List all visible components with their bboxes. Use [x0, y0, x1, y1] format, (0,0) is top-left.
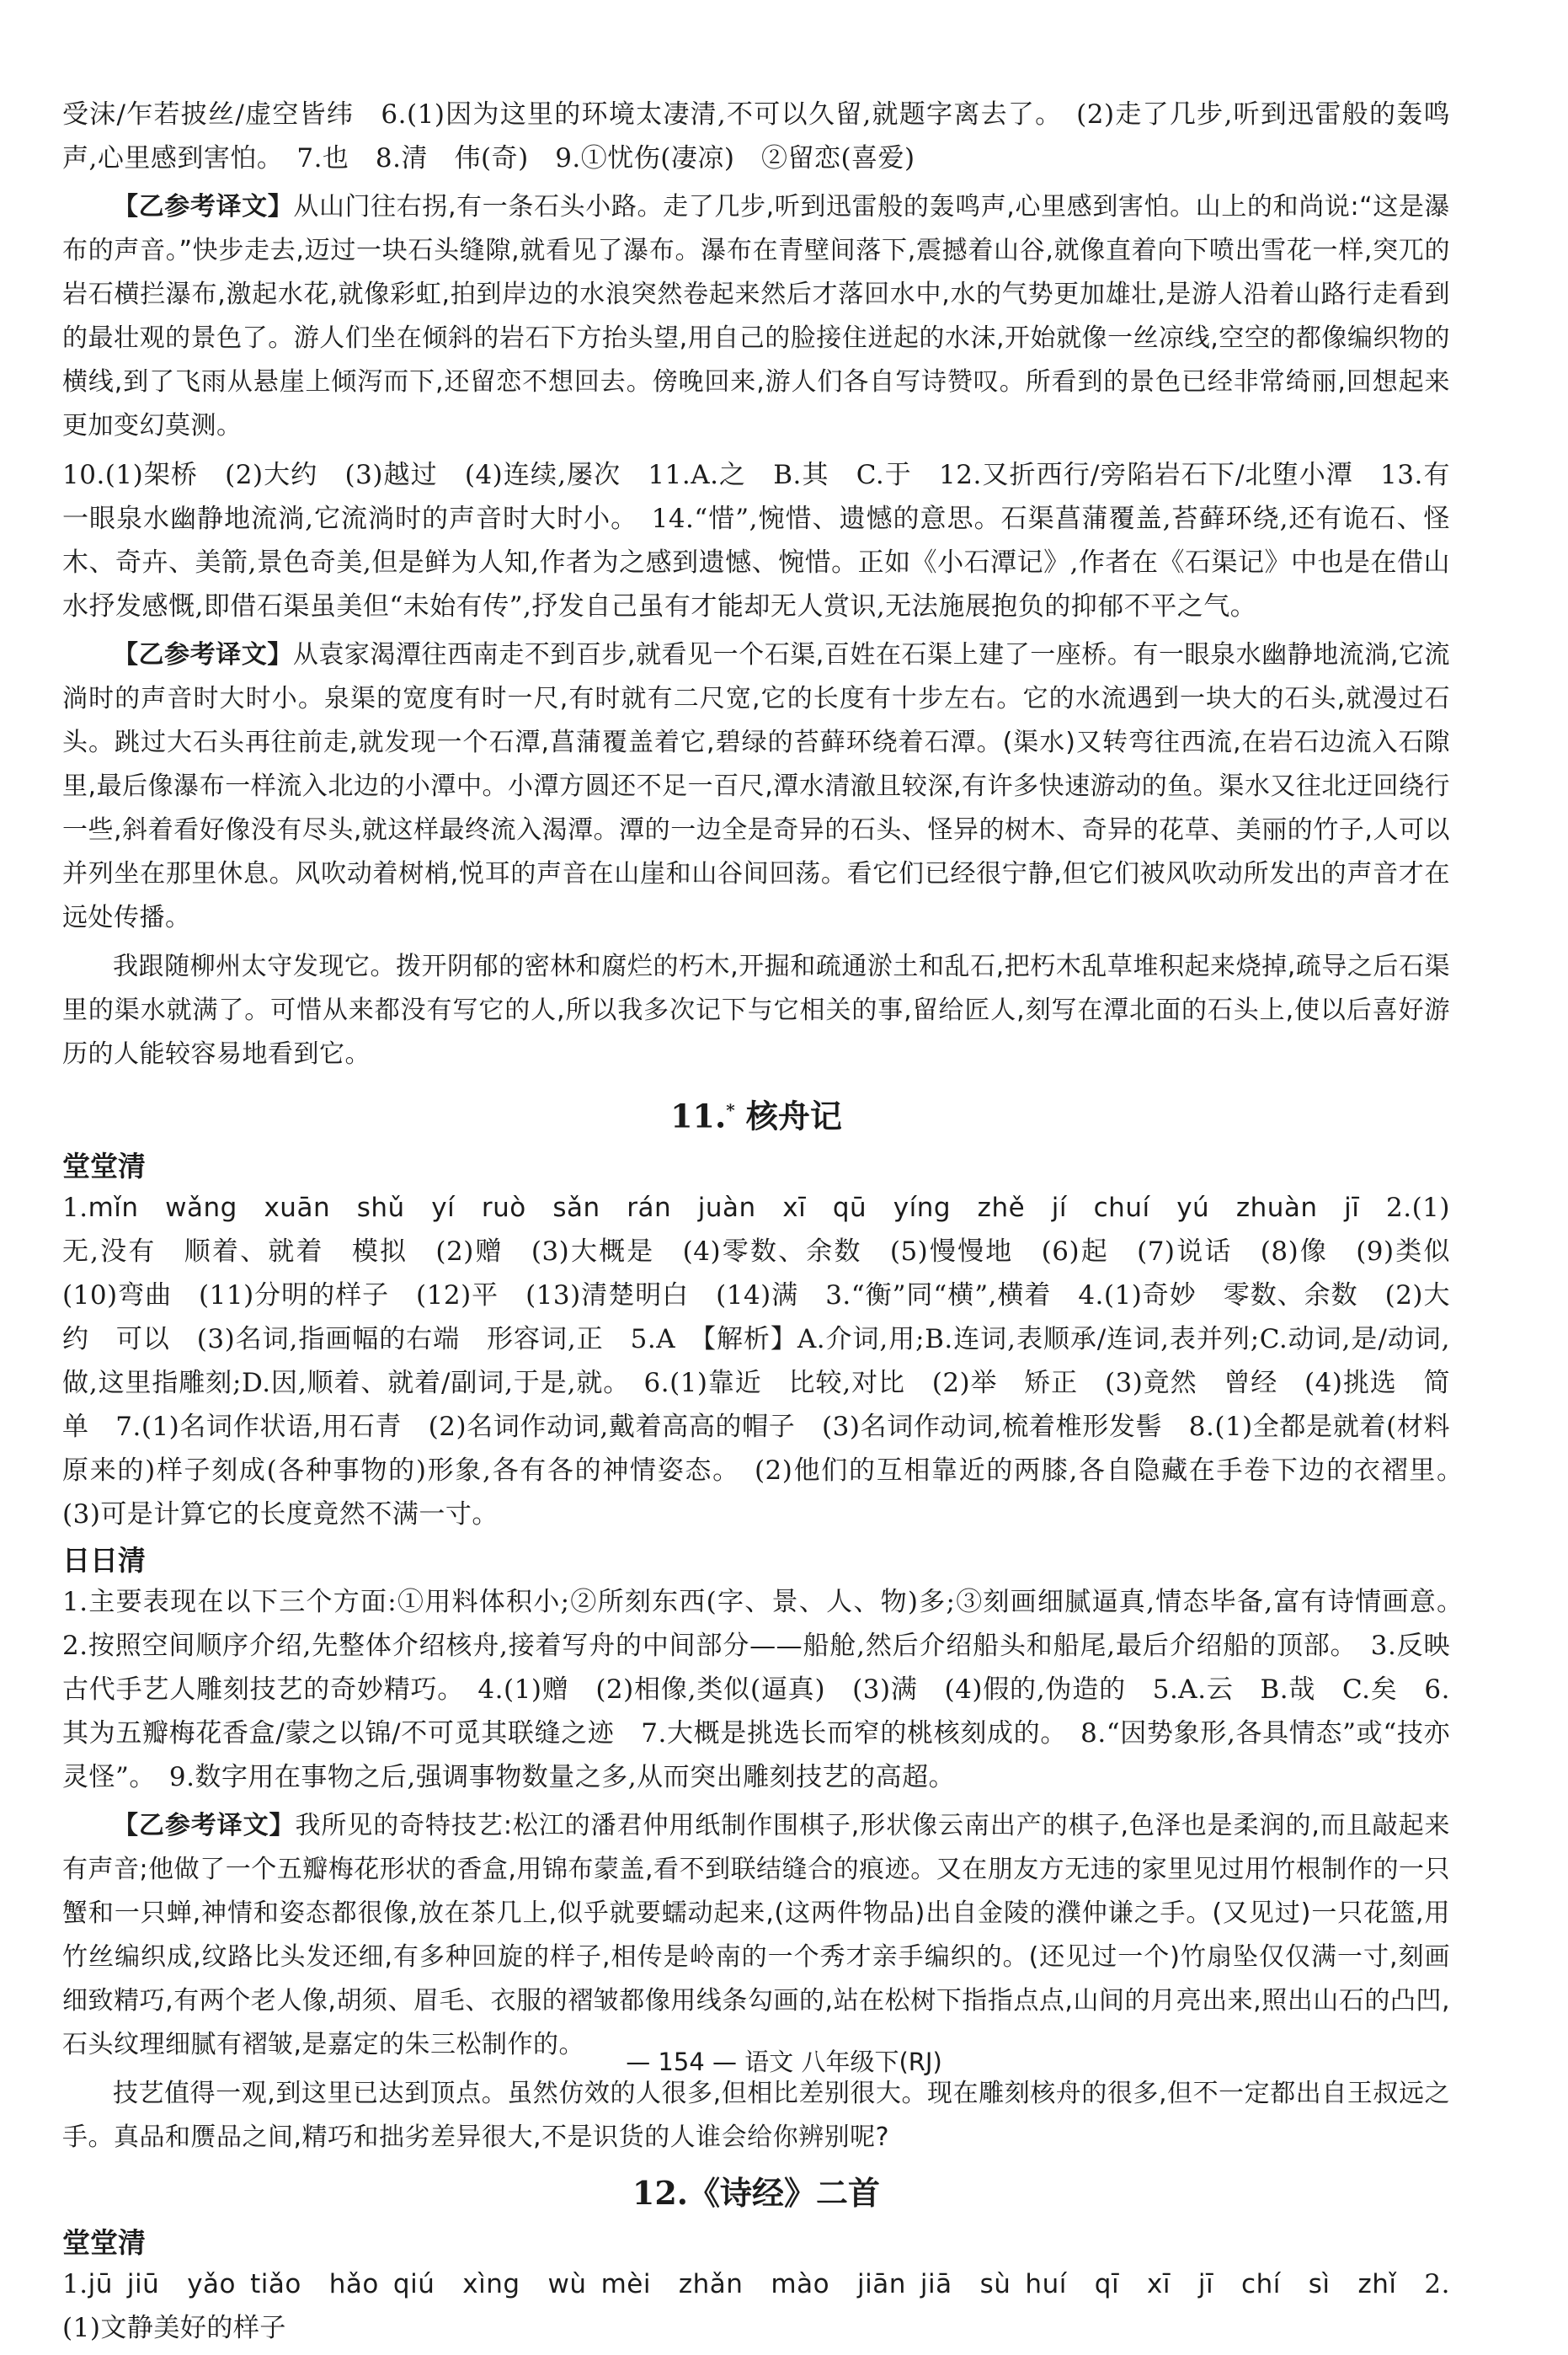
answer-paragraph: 1.主要表现在以下三个方面:①用料体积小;②所刻东西(字、景、人、物)多;③刻画细腻逼真,情态毕备,富有诗情画意。 2.按照空间顺序介绍,先整体介绍核舟,接着写舟的中间部分——船舱,然后介绍船头和船尾,最后介绍船的顶部。 3.反映古代手艺人雕刻技艺的奇妙精巧。 4.(1)赠 (2)相像,类似(逼真) (3)满 (4)假的,伪造的 5.A.云 B.哉 C.矣 6.其为五瓣梅花香盒/蒙之以锦/不可觅其联缝之迹 7.大概是挑选长而窄的桃核刻成的。 8.“因势象形,各具情态”或“技亦灵怪”。 9.数字用在事物之后,强调事物数量之多,从而突出雕刻技艺的高超。 — [62, 1586, 1477, 1792]
lesson-title — [62, 1085, 1450, 1142]
answer-paragraph: 受沫/乍若披丝/虚空皆纬 6.(1)因为这里的环境太凄清,不可以久留,就题字离去了。 (2)走了几步,听到迅雷般的轰鸣声,心里感到害怕。 7.也 8.清 伟(奇) 9.①忧伤(凄凉) ②留恋(喜爱) — [62, 99, 1450, 174]
translation-label: 【乙参考译文】 — [113, 1810, 296, 1840]
elective-star: * — [726, 1100, 735, 1120]
answer-paragraph — [62, 1186, 1477, 1536]
pinyin-answers: jū jiū yǎo tiǎo hǎo qiú xìng wù mèi zhǎn mào jiān jiā sù huí qī xī jī chí sì zhǐ — [88, 2268, 1397, 2299]
translation-paragraph — [62, 633, 1450, 940]
section-heading: 日日清 — [62, 1543, 146, 1577]
footer-grade: 八年级下(RJ) — [801, 2048, 942, 2076]
translation-paragraph: 我跟随柳州太守发现它。拨开阴郁的密林和腐烂的朽木,开掘和疏通淤土和乱石,把朽木乱草堆积起来烧掉,疏导之后石渠里的渠水就满了。可惜从来都没有写它的人,所以我多次记下与它相关的事,留给匠人,刻写在潭北面的石头上,使以后喜好游历的人能较容易地看到它。 — [62, 952, 1450, 1069]
page-number: — 154 — — [626, 2048, 737, 2076]
translation-paragraph: 技艺值得一观,到这里已达到顶点。虽然仿效的人很多,但相比差别很大。现在雕刻核舟的很多,但不一定都出自王叔远之手。真品和赝品之间,精巧和拙劣差异很大,不是识货的人谁会给你辨别呢? — [62, 2078, 1450, 2152]
lesson-number: 11. — [670, 1097, 727, 1135]
question-number: 1. — [62, 2268, 88, 2299]
translation-text: 从袁家渴潭往西南走不到百步,就看见一个石渠,百姓在石渠上建了一座桥。有一眼泉水幽静地流淌,它流淌时的声音时大时小。泉渠的宽度有时一尺,有时就有二尺宽,它的长度有十步左右。它的水流遇到一块大的石头,就漫过石头。跳过大石头再往前走,就发现一个石潭,菖蒲覆盖着它,碧绿的苔藓环绕着石潭。(渠水)又转弯往西流,在岩石边流入石隙里,最后像瀑布一样流入北边的小潭中。小潭方圆还不足一百尺,潭水清澈且较深,有许多快速游动的鱼。渠水又往北迂回绕行一些,斜着看好像没有尽头,就这样最终流入渴潭。潭的一边全是奇异的石头、怪异的树木、奇异的花草、美丽的竹子,人可以并列坐在那里休息。风吹动着树梢,悦耳的声音在山崖和山谷间回荡。看它们已经很宁静,但它们被风吹动所发出的声音才在远处传播。 — [62, 640, 1451, 932]
translation-paragraph — [62, 185, 1450, 448]
question-number: 1. — [62, 1192, 88, 1223]
translation-paragraph — [62, 1804, 1450, 2067]
answer-text: 2.(1)无,没有 顺着、就着 模拟 (2)赠 (3)大概是 (4)零数、余数 (5)慢慢地 (6)起 (7)说话 (8)像 (9)类似 (10)弯曲 (11)分明的样子 (12)平 (13)清楚明白 (14)满 3.“衡”同“横”,横着 4.(1)奇妙 零数、余数 (2)大约 可以 (3)名词,指画幅的右端 形容词,正 5.A 【解析】A.介词,用;B.连词,表顺承/连词,表并列;C.动词,是/动词,做,这里指雕刻;D.因,顺着、就着/副词,于是,就。 6.(1)靠近 比较,对比 (2)举 矫正 (3)竟然 曾经 (4)挑选 简单 7.(1)名词作状语,用石青 (2)名词作动词,戴着高高的帽子 (3)名词作动词,梳着椎形发髻 8.(1)全都是就着(材料原来的)样子刻成(各种事物的)形象,各有各的神情姿态。 (2)他们的互相靠近的两膝,各自隐藏在手卷下边的衣褶里。 (3)可是计算它的长度竟然不满一寸。 — [62, 1192, 1477, 1530]
translation-text: 我所见的奇特技艺:松江的潘君仲用纸制作围棋子,形状像云南出产的棋子,色泽也是柔润的,而且敲起来有声音;他做了一个五瓣梅花形状的香盒,用锦布蒙盖,看不到联结缝合的痕迹。又在朋友方无违的家里见过用竹根制作的一只蟹和一只蝉,神情和姿态都很像,放在茶几上,似乎就要蠕动起来,(这两件物品)出自金陵的濮仲谦之手。(又见过)一只花篮,用竹丝编织成,纹路比头发还细,有多种回旋的样子,相传是岭南的一个秀才亲手编织的。(还见过一个)竹扇坠仅仅满一寸,刻画细致精巧,有两个老人像,胡须、眉毛、衣服的褶皱都像用线条勾画的,站在松树下指指点点,山间的月亮出来,照出山石的凸凹,石头纹理细腻有褶皱,是嘉定的朱三松制作的。 — [62, 1810, 1451, 2059]
translation-text: 从山门往右拐,有一条石头小路。走了几步,听到迅雷般的轰鸣声,心里感到害怕。山上的和尚说:“这是瀑布的声音。”快步走去,迈过一块石头缝隙,就看见了瀑布。瀑布在青壁间落下,震撼着山谷,就像直着向下喷出雪花一样,突兀的岩石横拦瀑布,激起水花,就像彩虹,拍到岸边的水浪突然卷起来然后才落回水中,水的气势更加雄壮,是游人沿着山路行走看到的最壮观的景色了。游人们坐在倾斜的岩石下方抬头望,用自己的脸接住迸起的水沫,开始就像一丝凉线,空空的都像编织物的横线,到了飞雨从悬崖上倾泻而下,还留恋不想回去。傍晚回来,游人们各自写诗赞叹。所看到的景色已经非常绮丽,回想起来更加变幻莫测。 — [62, 192, 1450, 441]
answer-paragraph — [62, 2262, 1450, 2350]
translation-label: 【乙参考译文】 — [113, 192, 294, 222]
pinyin-answers: mǐn wǎng xuān shǔ yí ruò sǎn rán juàn xī qū yíng zhě jí chuí yú zhuàn jī — [88, 1192, 1360, 1223]
section-heading: 堂堂清 — [62, 1149, 146, 1183]
footer-subject: 语文 — [744, 2048, 794, 2076]
section-heading: 堂堂清 — [62, 2225, 146, 2259]
lesson-name: 核舟记 — [745, 1097, 842, 1135]
page-footer — [0, 2045, 1568, 2079]
lesson-title — [62, 2168, 1450, 2219]
lesson-number: 12. — [632, 2173, 689, 2212]
answer-page — [62, 93, 1477, 2355]
lesson-name: 《诗经》二首 — [688, 2173, 881, 2212]
answer-text: 2.(1)文静美好的样子 — [62, 2268, 1451, 2343]
answer-paragraph: 10.(1)架桥 (2)大约 (3)越过 (4)连续,屡次 11.A.之 B.其 C.于 12.又折西行/旁陷岩石下/北堕小潭 13.有一眼泉水幽静地流淌,它流淌时的声音时大时小。 14.“惜”,惋惜、遗憾的意思。石渠菖蒲覆盖,苔藓环绕,还有诡石、怪木、奇卉、美箭,景色奇美,但是鲜为人知,作者为之感到遗憾、惋惜。正如《小石潭记》,作者在《石渠记》中也是在借山水抒发感慨,即借石渠虽美但“未始有传”,抒发自己虽有才能却无人赏识,无法施展抱负的抑郁不平之气。 — [62, 460, 1450, 622]
translation-label: 【乙参考译文】 — [113, 640, 293, 670]
